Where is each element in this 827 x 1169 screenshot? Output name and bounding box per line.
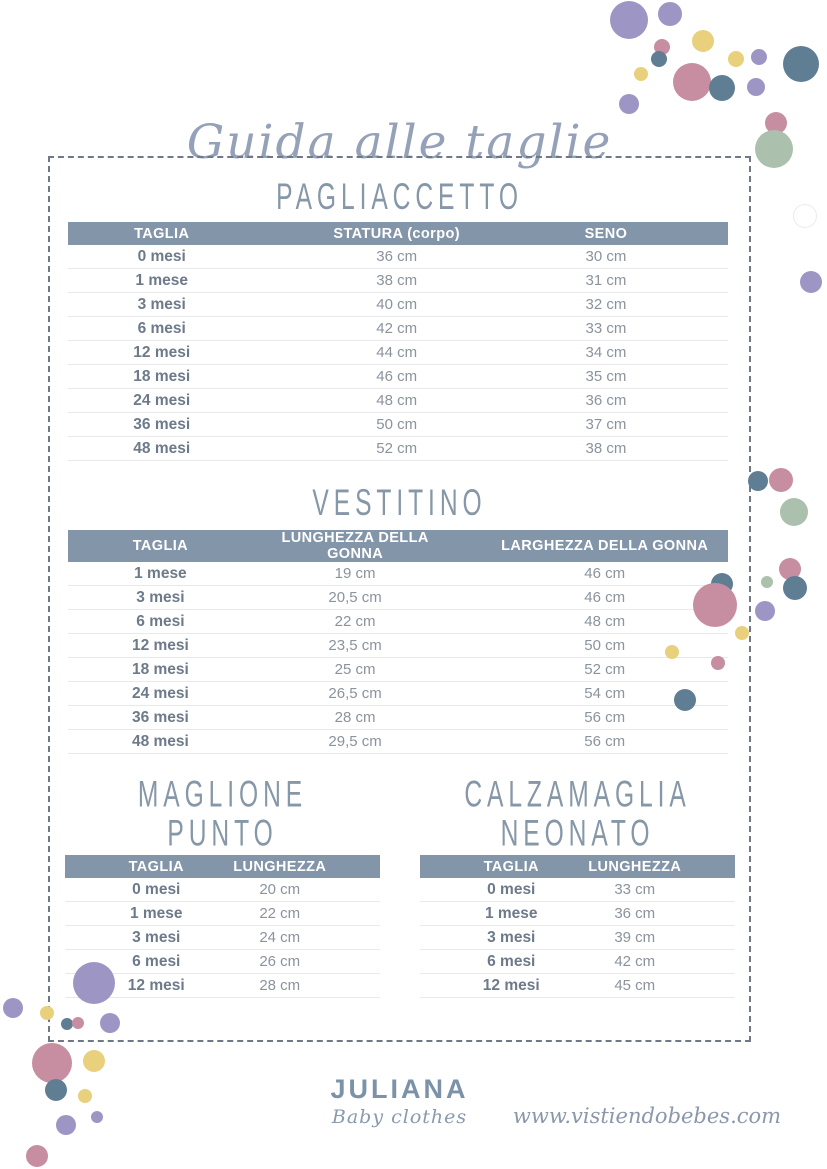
table-header-row bbox=[420, 855, 735, 878]
size-label-cell: 0 mesi bbox=[420, 878, 578, 902]
pink-dot bbox=[765, 112, 787, 134]
measurement-cell: 56 cm bbox=[457, 730, 728, 754]
measurement-cell: 34 cm bbox=[538, 341, 728, 365]
measurement-cell: 30 cm bbox=[538, 245, 728, 269]
blue-dot bbox=[783, 576, 807, 600]
table-row bbox=[68, 365, 728, 389]
white-dot bbox=[793, 204, 817, 228]
measurement-cell: 19 cm bbox=[253, 562, 458, 586]
purple-dot bbox=[751, 49, 767, 65]
measurement-cell: 36 cm bbox=[538, 389, 728, 413]
pink-dot bbox=[779, 558, 801, 580]
size-label-cell: 1 mese bbox=[420, 902, 578, 926]
size-label-cell: 0 mesi bbox=[65, 878, 223, 902]
table-row bbox=[65, 974, 380, 998]
pink-dot bbox=[673, 63, 711, 101]
pink-dot bbox=[769, 468, 793, 492]
table-row bbox=[68, 317, 728, 341]
measurement-cell: 24 cm bbox=[222, 926, 380, 950]
size-label-cell: 18 mesi bbox=[68, 365, 255, 389]
yellow-dot bbox=[728, 51, 744, 67]
section-title-maglione-punto: MAGLIONE PUNTO bbox=[137, 774, 307, 854]
size-label-cell: 12 mesi bbox=[65, 974, 223, 998]
size-label-cell: 48 mesi bbox=[68, 437, 255, 461]
purple-dot bbox=[610, 1, 648, 39]
table-row bbox=[65, 926, 380, 950]
table-row bbox=[68, 706, 728, 730]
column-header: TAGLIA bbox=[68, 530, 253, 562]
table-row bbox=[68, 658, 728, 682]
table-row bbox=[65, 878, 380, 902]
column-header: TAGLIA bbox=[65, 855, 223, 878]
size-label-cell: 18 mesi bbox=[68, 658, 253, 682]
table-row bbox=[65, 950, 380, 974]
measurement-cell: 44 cm bbox=[255, 341, 537, 365]
small-tables-row bbox=[50, 774, 749, 998]
blue-dot bbox=[748, 471, 768, 491]
column-header: TAGLIA bbox=[420, 855, 578, 878]
table-row bbox=[68, 341, 728, 365]
measurement-cell: 42 cm bbox=[577, 950, 735, 974]
measurement-cell: 20 cm bbox=[222, 878, 380, 902]
purple-dot bbox=[755, 601, 775, 621]
measurement-cell: 28 cm bbox=[222, 974, 380, 998]
measurement-cell: 48 cm bbox=[457, 610, 728, 634]
size-label-cell: 6 mesi bbox=[65, 950, 223, 974]
table-header-row bbox=[68, 222, 728, 245]
measurement-cell: 38 cm bbox=[255, 269, 537, 293]
table-row bbox=[68, 634, 728, 658]
size-label-cell: 0 mesi bbox=[68, 245, 255, 269]
measurement-cell: 45 cm bbox=[577, 974, 735, 998]
vestitino-table bbox=[68, 530, 728, 754]
yellow-dot bbox=[634, 67, 648, 81]
size-label-cell: 6 mesi bbox=[68, 610, 253, 634]
table-row bbox=[68, 562, 728, 586]
brand-tagline: Baby clothes bbox=[331, 1106, 468, 1128]
measurement-cell: 46 cm bbox=[255, 365, 537, 389]
size-label-cell: 3 mesi bbox=[65, 926, 223, 950]
table-header-row bbox=[68, 530, 728, 562]
column-header: LUNGHEZZA bbox=[577, 855, 735, 878]
purple-dot bbox=[3, 998, 23, 1018]
website-url: www.vistiendobebes.com bbox=[512, 1104, 782, 1128]
purple-dot bbox=[747, 78, 765, 96]
measurement-cell: 33 cm bbox=[577, 878, 735, 902]
table-row bbox=[420, 926, 735, 950]
measurement-cell: 54 cm bbox=[457, 682, 728, 706]
purple-dot bbox=[800, 271, 822, 293]
measurement-cell: 28 cm bbox=[253, 706, 458, 730]
measurement-cell: 26,5 cm bbox=[253, 682, 458, 706]
table-row bbox=[420, 950, 735, 974]
table-row bbox=[68, 730, 728, 754]
size-label-cell: 12 mesi bbox=[68, 341, 255, 365]
measurement-cell: 36 cm bbox=[577, 902, 735, 926]
pagliaccetto-table bbox=[68, 222, 728, 461]
blue-dot bbox=[783, 46, 819, 82]
brand-name: JULIANA bbox=[330, 1074, 469, 1104]
purple-dot bbox=[658, 2, 682, 26]
measurement-cell: 46 cm bbox=[457, 586, 728, 610]
table-row bbox=[68, 413, 728, 437]
green-dot bbox=[755, 130, 793, 168]
purple-dot bbox=[619, 94, 639, 114]
green-dot bbox=[761, 576, 773, 588]
size-label-cell: 3 mesi bbox=[420, 926, 578, 950]
measurement-cell: 52 cm bbox=[457, 658, 728, 682]
table-row bbox=[68, 682, 728, 706]
table-row bbox=[420, 902, 735, 926]
measurement-cell: 25 cm bbox=[253, 658, 458, 682]
size-label-cell: 36 mesi bbox=[68, 413, 255, 437]
green-dot bbox=[780, 498, 808, 526]
page-title: Guida alle taglie bbox=[186, 115, 613, 171]
table-row bbox=[420, 974, 735, 998]
maglione-punto-table bbox=[65, 855, 380, 998]
table-row bbox=[420, 878, 735, 902]
table-row bbox=[68, 586, 728, 610]
measurement-cell: 36 cm bbox=[255, 245, 537, 269]
size-label-cell: 6 mesi bbox=[68, 317, 255, 341]
section-calzamaglia-neonato bbox=[420, 774, 735, 998]
measurement-cell: 23,5 cm bbox=[253, 634, 458, 658]
section-title-calzamaglia-neonato: CALZAMAGLIA NEONATO bbox=[463, 774, 691, 854]
measurement-cell: 37 cm bbox=[538, 413, 728, 437]
column-header: SENO bbox=[538, 222, 728, 245]
size-label-cell: 6 mesi bbox=[420, 950, 578, 974]
size-label-cell: 3 mesi bbox=[68, 293, 255, 317]
blue-dot bbox=[651, 51, 667, 67]
table-row bbox=[68, 610, 728, 634]
yellow-dot bbox=[83, 1050, 105, 1072]
section-title-vestitino: VESTITINO bbox=[312, 483, 487, 524]
column-header: LARGHEZZA DELLA GONNA bbox=[457, 530, 728, 562]
table-row bbox=[68, 293, 728, 317]
measurement-cell: 29,5 cm bbox=[253, 730, 458, 754]
measurement-cell: 46 cm bbox=[457, 562, 728, 586]
size-label-cell: 1 mese bbox=[65, 902, 223, 926]
column-header: LUNGHEZZA bbox=[222, 855, 380, 878]
measurement-cell: 42 cm bbox=[255, 317, 537, 341]
measurement-cell: 48 cm bbox=[255, 389, 537, 413]
size-label-cell: 1 mese bbox=[68, 269, 255, 293]
section-maglione-punto bbox=[65, 774, 380, 998]
table-row bbox=[68, 245, 728, 269]
size-label-cell: 12 mesi bbox=[68, 634, 253, 658]
measurement-cell: 33 cm bbox=[538, 317, 728, 341]
table-header-row bbox=[65, 855, 380, 878]
size-label-cell: 36 mesi bbox=[68, 706, 253, 730]
calzamaglia-neonato-table bbox=[420, 855, 735, 998]
table-row bbox=[68, 389, 728, 413]
measurement-cell: 52 cm bbox=[255, 437, 537, 461]
measurement-cell: 39 cm bbox=[577, 926, 735, 950]
measurement-cell: 40 cm bbox=[255, 293, 537, 317]
pink-dot bbox=[26, 1145, 48, 1167]
measurement-cell: 31 cm bbox=[538, 269, 728, 293]
column-header: TAGLIA bbox=[68, 222, 255, 245]
measurement-cell: 50 cm bbox=[457, 634, 728, 658]
measurement-cell: 32 cm bbox=[538, 293, 728, 317]
size-label-cell: 3 mesi bbox=[68, 586, 253, 610]
size-label-cell: 48 mesi bbox=[68, 730, 253, 754]
table-row bbox=[65, 902, 380, 926]
column-header: STATURA (corpo) bbox=[255, 222, 537, 245]
measurement-cell: 22 cm bbox=[222, 902, 380, 926]
measurement-cell: 26 cm bbox=[222, 950, 380, 974]
measurement-cell: 50 cm bbox=[255, 413, 537, 437]
blue-dot bbox=[709, 75, 735, 101]
measurement-cell: 56 cm bbox=[457, 706, 728, 730]
section-title-pagliaccetto: PAGLIACCETTO bbox=[276, 177, 523, 218]
table-row bbox=[68, 269, 728, 293]
measurement-cell: 20,5 cm bbox=[253, 586, 458, 610]
yellow-dot bbox=[692, 30, 714, 52]
size-label-cell: 1 mese bbox=[68, 562, 253, 586]
measurement-cell: 35 cm bbox=[538, 365, 728, 389]
pink-dot bbox=[654, 39, 670, 55]
size-tables-container bbox=[48, 156, 751, 1042]
measurement-cell: 38 cm bbox=[538, 437, 728, 461]
measurement-cell: 22 cm bbox=[253, 610, 458, 634]
size-label-cell: 24 mesi bbox=[68, 682, 253, 706]
column-header: LUNGHEZZA DELLA GONNA bbox=[253, 530, 458, 562]
size-label-cell: 12 mesi bbox=[420, 974, 578, 998]
table-row bbox=[68, 437, 728, 461]
size-label-cell: 24 mesi bbox=[68, 389, 255, 413]
